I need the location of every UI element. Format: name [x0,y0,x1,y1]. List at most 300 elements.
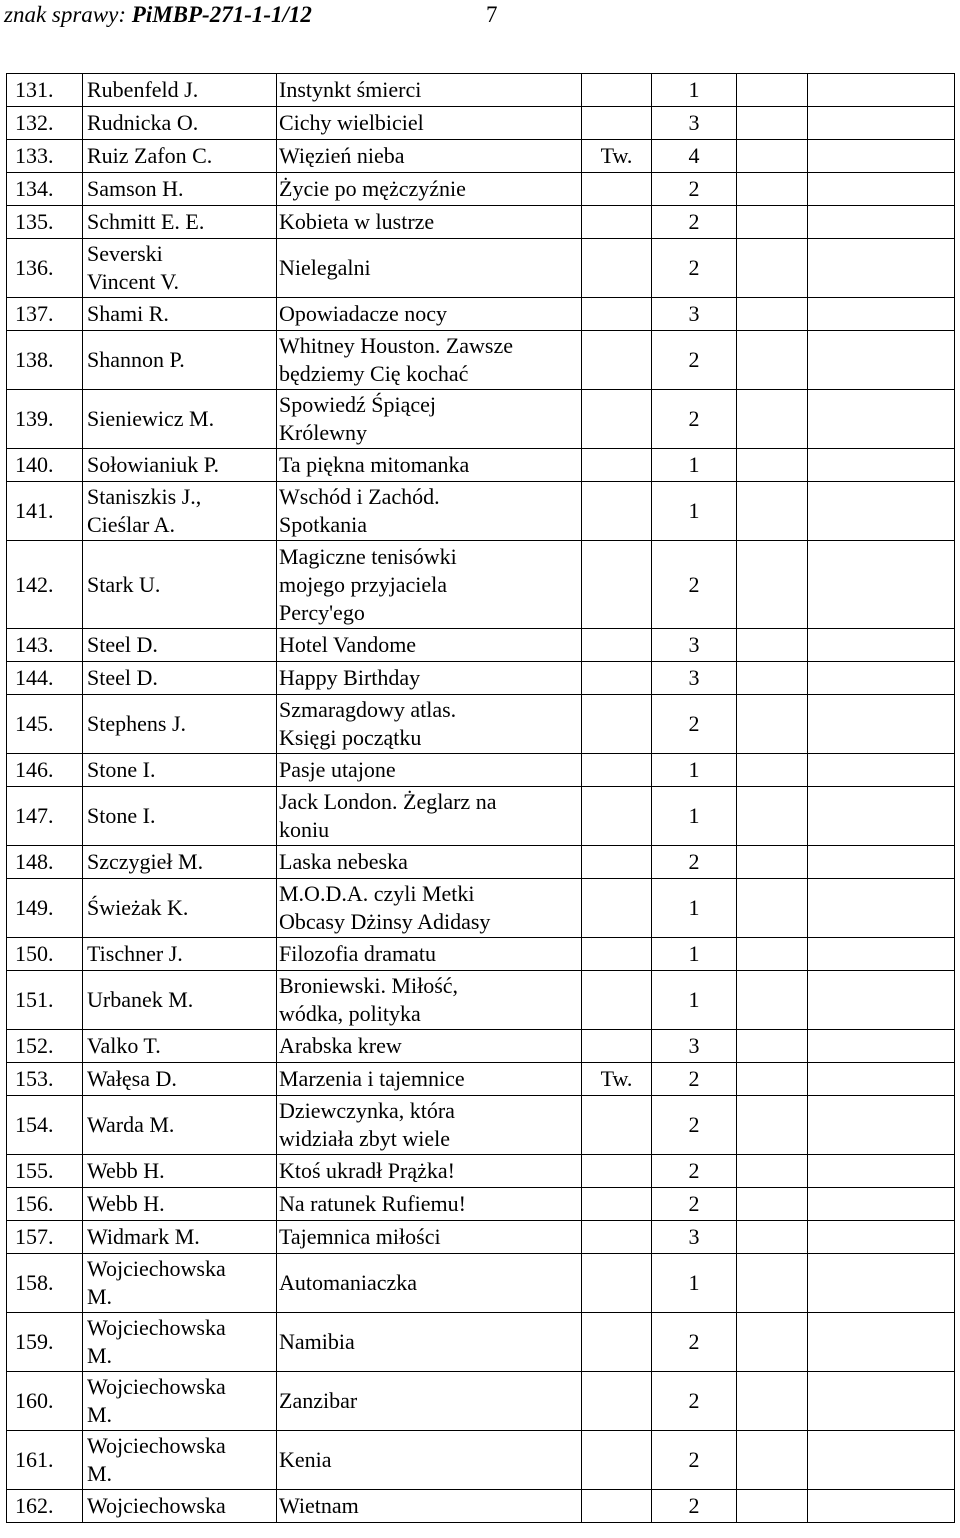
copy-count: 2 [688,255,700,280]
format-cell [582,482,652,541]
case-number: PiMBP-271-1-1/12 [131,2,312,27]
count-cell [652,1372,737,1431]
empty-cell [808,449,955,482]
title-line: Automaniaczka [279,1270,418,1295]
author-line: Shannon P. [87,347,185,372]
table-row [7,1155,955,1188]
copy-count: 1 [688,452,700,477]
author-cell [83,971,277,1030]
table-row [7,541,955,629]
title-cell [277,1096,582,1155]
row-number: 143. [15,632,54,657]
empty-cell [737,74,808,107]
author-line: Stone I. [87,757,156,782]
empty-cell [808,662,955,695]
count-cell [652,695,737,754]
author-line: Stephens J. [87,711,186,736]
title-cell [277,482,582,541]
title-line: M.O.D.A. czyli Metki [279,881,475,906]
empty-cell [808,1096,955,1155]
title-line: Tajemnica miłości [279,1224,441,1249]
author-line: Staniszkis J., [87,484,202,509]
table-row [7,1188,955,1221]
row-number-cell [7,390,83,449]
copy-count: 1 [688,757,700,782]
title-line: Królewny [279,420,367,445]
title-line: Hotel Vandome [279,632,417,657]
title-cell [277,206,582,239]
copy-count: 4 [688,143,700,168]
empty-cell [737,482,808,541]
format-cell [582,298,652,331]
row-number: 151. [15,987,54,1012]
author-cell [83,1313,277,1372]
format-cell [582,846,652,879]
row-number: 157. [15,1224,54,1249]
title-line: wódka, polityka [279,1001,421,1026]
author-line: Wojciechowska [87,1256,226,1281]
empty-cell [808,140,955,173]
row-number: 139. [15,406,54,431]
title-cell [277,173,582,206]
empty-cell [808,846,955,879]
format-cell [582,173,652,206]
table-row [7,629,955,662]
title-cell [277,1490,582,1523]
format-cell [582,140,652,173]
table-row [7,140,955,173]
format-cell [582,695,652,754]
table-row [7,1096,955,1155]
format-cell [582,1030,652,1063]
title-line: Opowiadacze nocy [279,301,447,326]
title-cell [277,1063,582,1096]
format-cell [582,1096,652,1155]
format-cell [582,331,652,390]
table-row [7,1254,955,1313]
author-line: Wałęsa D. [87,1066,177,1091]
row-number-cell [7,449,83,482]
author-line: Rudnicka O. [87,110,199,135]
row-number-cell [7,173,83,206]
copy-count: 3 [688,110,700,135]
empty-cell [808,1431,955,1490]
row-number: 142. [15,571,54,597]
count-cell [652,298,737,331]
empty-cell [737,1030,808,1063]
table-row [7,1431,955,1490]
format-cell [582,1372,652,1431]
title-line: Szmaragdowy atlas. [279,697,457,722]
title-cell [277,140,582,173]
table-row [7,662,955,695]
title-line: Wietnam [279,1493,359,1518]
empty-cell [737,1221,808,1254]
copy-count: 1 [688,1270,700,1295]
row-number: 162. [15,1493,54,1518]
copy-count: 1 [688,803,700,828]
row-number: 135. [15,209,54,234]
format-mark: Tw. [600,143,633,168]
title-cell [277,1221,582,1254]
row-number-cell [7,787,83,846]
empty-cell [737,662,808,695]
author-line: Cieślar A. [87,512,175,537]
row-number-cell [7,662,83,695]
count-cell [652,1188,737,1221]
row-number: 146. [15,757,54,782]
author-line: Warda M. [87,1112,175,1137]
title-line: Pasje utajone [279,757,396,782]
title-cell [277,331,582,390]
title-cell [277,1030,582,1063]
empty-cell [737,140,808,173]
title-line: Na ratunek Rufiemu! [279,1191,466,1216]
author-cell [83,1221,277,1254]
format-cell [582,107,652,140]
title-line: Więzień nieba [279,143,405,168]
table-row [7,938,955,971]
page-number: 7 [486,2,498,27]
author-line: Stone I. [87,803,156,828]
empty-cell [808,1313,955,1372]
title-line: Wschód i Zachód. [279,484,440,509]
row-number: 159. [15,1329,54,1354]
title-cell [277,1431,582,1490]
empty-cell [808,1254,955,1313]
table-row [7,107,955,140]
title-line: Laska nebeska [279,849,408,874]
format-cell [582,1155,652,1188]
title-cell [277,1313,582,1372]
author-cell [83,449,277,482]
row-number-cell [7,541,83,629]
format-cell [582,1431,652,1490]
copy-count: 2 [688,571,700,597]
row-number: 144. [15,665,54,690]
empty-cell [737,629,808,662]
row-number: 133. [15,143,54,168]
empty-cell [737,1063,808,1096]
title-line: Jack London. Żeglarz na [279,789,497,814]
count-cell [652,1030,737,1063]
format-cell [582,938,652,971]
row-number-cell [7,695,83,754]
title-cell [277,541,582,629]
title-line: Nielegalni [279,255,371,280]
title-line: Kobieta w lustrze [279,209,435,234]
title-line: Percy'ego [279,599,365,625]
row-number: 152. [15,1033,54,1058]
count-cell [652,879,737,938]
empty-cell [737,938,808,971]
title-cell [277,879,582,938]
format-cell [582,629,652,662]
row-number-cell [7,1254,83,1313]
empty-cell [737,1431,808,1490]
copy-count: 2 [688,1329,700,1354]
table-row [7,482,955,541]
row-number-cell [7,629,83,662]
row-number-cell [7,1030,83,1063]
count-cell [652,754,737,787]
row-number: 154. [15,1112,54,1137]
title-line: Magiczne tenisówki [279,543,457,569]
empty-cell [737,1155,808,1188]
title-line: Kenia [279,1447,332,1472]
title-line: Marzenia i tajemnice [279,1066,465,1091]
title-line: widziała zbyt wiele [279,1126,451,1151]
row-number-cell [7,846,83,879]
author-cell [83,1188,277,1221]
table-body [7,74,955,1523]
copy-count: 2 [688,849,700,874]
count-cell [652,1063,737,1096]
title-cell [277,695,582,754]
copy-count: 2 [688,347,700,372]
author-cell [83,206,277,239]
row-number: 145. [15,711,54,736]
title-line: Whitney Houston. Zawsze [279,333,513,358]
row-number: 134. [15,176,54,201]
title-cell [277,629,582,662]
format-cell [582,1221,652,1254]
table-row [7,879,955,938]
title-line: koniu [279,817,330,842]
row-number-cell [7,1096,83,1155]
count-cell [652,173,737,206]
row-number: 140. [15,452,54,477]
author-line: Wojciechowska [87,1315,226,1340]
row-number-cell [7,879,83,938]
author-line: M. [87,1402,113,1427]
empty-cell [737,879,808,938]
empty-cell [808,971,955,1030]
row-number: 153. [15,1066,54,1091]
author-line: M. [87,1343,113,1368]
title-cell [277,74,582,107]
empty-cell [737,1254,808,1313]
empty-cell [737,449,808,482]
row-number: 138. [15,347,54,372]
title-cell [277,846,582,879]
empty-cell [737,846,808,879]
table-row [7,971,955,1030]
empty-cell [737,1313,808,1372]
author-cell [83,846,277,879]
empty-cell [808,107,955,140]
author-cell [83,787,277,846]
row-number-cell [7,239,83,298]
author-line: Szczygieł M. [87,849,204,874]
copy-count: 1 [688,941,700,966]
empty-cell [808,331,955,390]
author-line: Schmitt E. E. [87,209,205,234]
empty-cell [808,695,955,754]
empty-cell [808,1221,955,1254]
empty-cell [737,1188,808,1221]
count-cell [652,449,737,482]
author-line: Świeżak K. [87,895,189,920]
title-cell [277,1155,582,1188]
title-line: Instynkt śmierci [279,77,422,102]
row-number: 155. [15,1158,54,1183]
empty-cell [808,173,955,206]
author-line: Webb H. [87,1158,165,1183]
author-line: Steel D. [87,665,158,690]
row-number: 149. [15,895,54,920]
empty-cell [808,541,955,629]
author-cell [83,1254,277,1313]
format-cell [582,74,652,107]
title-line: Spowiedź Śpiącej [279,392,437,417]
copy-count: 2 [688,1493,700,1518]
empty-cell [808,1490,955,1523]
author-line: Tischner J. [87,941,183,966]
copy-count: 2 [688,176,700,201]
empty-cell [808,239,955,298]
format-cell [582,971,652,1030]
title-cell [277,107,582,140]
empty-cell [737,787,808,846]
title-line: Ta piękna mitomanka [279,452,470,477]
copy-count: 2 [688,209,700,234]
row-number-cell [7,1155,83,1188]
count-cell [652,482,737,541]
author-line: Sieniewicz M. [87,406,215,431]
row-number: 136. [15,255,54,280]
count-cell [652,846,737,879]
copy-count: 2 [688,406,700,431]
table-row [7,754,955,787]
author-line: Urbanek M. [87,987,194,1012]
author-line: Severski [87,241,163,266]
title-cell [277,1188,582,1221]
empty-cell [808,74,955,107]
table-row [7,331,955,390]
row-number: 158. [15,1270,54,1295]
author-cell [83,541,277,629]
table-row [7,390,955,449]
table-row [7,846,955,879]
format-cell [582,1313,652,1372]
row-number-cell [7,298,83,331]
author-cell [83,1063,277,1096]
row-number-cell [7,1188,83,1221]
copy-count: 1 [688,498,700,523]
count-cell [652,1254,737,1313]
empty-cell [808,298,955,331]
format-cell [582,1490,652,1523]
empty-cell [808,1063,955,1096]
author-cell [83,754,277,787]
count-cell [652,107,737,140]
row-number-cell [7,140,83,173]
copy-count: 2 [688,1158,700,1183]
author-cell [83,695,277,754]
title-line: będziemy Cię kochać [279,361,469,386]
author-cell [83,239,277,298]
author-line: Stark U. [87,571,161,597]
empty-cell [737,971,808,1030]
author-cell [83,173,277,206]
table-row [7,1313,955,1372]
table-row [7,695,955,754]
format-cell [582,449,652,482]
copy-count: 3 [688,1224,700,1249]
copy-count: 3 [688,1033,700,1058]
row-number-cell [7,1431,83,1490]
empty-cell [808,1188,955,1221]
count-cell [652,1313,737,1372]
table-row [7,1063,955,1096]
author-line: M. [87,1284,113,1309]
empty-cell [808,787,955,846]
copy-count: 2 [688,711,700,736]
title-cell [277,390,582,449]
count-cell [652,206,737,239]
format-cell [582,541,652,629]
copy-count: 2 [688,1388,700,1413]
title-line: Życie po mężczyźnie [279,176,466,201]
title-cell [277,787,582,846]
empty-cell [808,206,955,239]
author-cell [83,1155,277,1188]
row-number-cell [7,482,83,541]
copy-count: 3 [688,301,700,326]
author-line: Wojciechowska [87,1374,226,1399]
empty-cell [808,390,955,449]
title-line: Filozofia dramatu [279,941,437,966]
author-line: Ruiz Zafon C. [87,143,213,168]
author-cell [83,1030,277,1063]
author-line: Vincent V. [87,269,179,294]
table-row [7,1490,955,1523]
empty-cell [808,1155,955,1188]
empty-cell [808,879,955,938]
format-cell [582,239,652,298]
copy-count: 1 [688,987,700,1012]
empty-cell [808,938,955,971]
table-row [7,206,955,239]
row-number-cell [7,331,83,390]
author-line: Widmark M. [87,1224,200,1249]
title-line: Arabska krew [279,1033,402,1058]
title-cell [277,754,582,787]
count-cell [652,971,737,1030]
author-cell [83,140,277,173]
empty-cell [737,695,808,754]
title-cell [277,1254,582,1313]
row-number: 160. [15,1388,54,1413]
copy-count: 1 [688,77,700,102]
table-row [7,298,955,331]
count-cell [652,938,737,971]
title-line: Obcasy Dżinsy Adidasy [279,909,491,934]
row-number-cell [7,1490,83,1523]
table-row [7,787,955,846]
empty-cell [808,1030,955,1063]
table-row [7,1030,955,1063]
author-cell [83,879,277,938]
row-number-cell [7,206,83,239]
case-label: znak sprawy: [4,2,132,27]
title-line: Spotkania [279,512,367,537]
title-line: Zanzibar [279,1388,358,1413]
count-cell [652,629,737,662]
row-number-cell [7,107,83,140]
title-cell [277,1372,582,1431]
